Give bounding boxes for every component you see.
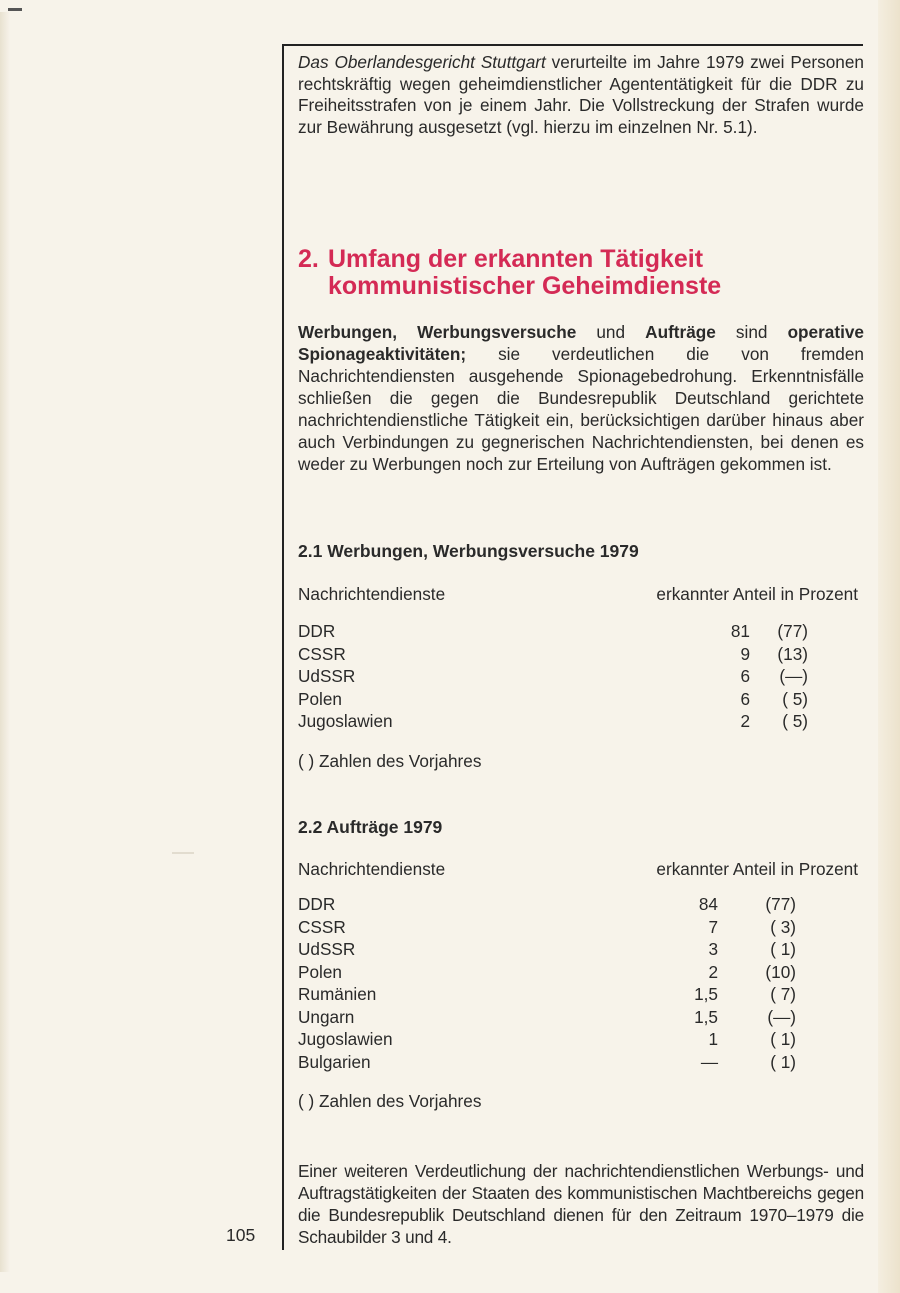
- page-number: 105: [226, 1225, 256, 1245]
- table-row: [298, 665, 858, 688]
- country-cell: Polen: [298, 961, 342, 982]
- section-heading: [298, 246, 721, 300]
- country-cell: CSSR: [298, 643, 346, 664]
- previous-year-cell: (—): [767, 1006, 796, 1027]
- value-cell: 7: [708, 916, 718, 937]
- table-1-title: 2.1 Werbungen, Werbungsversuche 1979: [298, 541, 639, 561]
- table-row: [298, 710, 858, 733]
- column-header-share: erkannter Anteil in Prozent: [656, 859, 858, 879]
- value-cell: 1,5: [694, 1006, 718, 1027]
- previous-year-cell: (—): [779, 666, 808, 686]
- box-top-rule: [282, 44, 863, 46]
- country-cell: Ungarn: [298, 1006, 355, 1027]
- intro-paragraph: [298, 52, 864, 138]
- table-row: [298, 620, 858, 643]
- column-header-services: Nachrichtendienste: [298, 859, 446, 879]
- table-header: [298, 859, 858, 889]
- text: und: [576, 322, 646, 342]
- value-cell: —: [700, 1051, 718, 1072]
- country-cell: UdSSR: [298, 666, 356, 686]
- table-1: [298, 584, 858, 772]
- table-row: [298, 893, 858, 916]
- table-row: [298, 643, 858, 666]
- country-cell: DDR: [298, 621, 336, 641]
- country-cell: Rumänien: [298, 984, 377, 1004]
- column-header-services: Nachrichtendienste: [298, 584, 446, 604]
- previous-year-cell: ( 5): [782, 688, 808, 709]
- country-cell: DDR: [298, 894, 336, 914]
- bold-term: operative Spionageaktivitäten;: [298, 322, 864, 364]
- previous-year-cell: ( 5): [782, 711, 808, 731]
- paper-smudge: [172, 852, 194, 854]
- table-row: [298, 961, 858, 984]
- table-2-title: 2.2 Aufträge 1979: [298, 817, 443, 837]
- value-cell: 9: [740, 643, 750, 664]
- column-header-share: erkannter Anteil in Prozent: [656, 584, 858, 604]
- closing-paragraph: Einer weiteren Verdeutlichung der nachrichtendienstlichen Werbungs- und Auftragstätigkeiten der Staaten des kommunistischen Machtbereichs gegen die Bundesrepublik Deutschland dienen für den Zeitraum 1970–1979 die Schaubilder 3 und 4.: [298, 1161, 864, 1247]
- section-title-line1: Umfang der erkannten Tätigkeit: [328, 245, 704, 273]
- table-row: [298, 938, 858, 961]
- previous-year-cell: ( 3): [770, 916, 796, 937]
- table-note: ( ) Zahlen des Vorjahres: [298, 750, 482, 771]
- intro-block: [298, 52, 864, 138]
- value-cell: 1,5: [694, 984, 718, 1004]
- previous-year-cell: ( 7): [770, 984, 796, 1004]
- country-cell: CSSR: [298, 916, 346, 937]
- value-cell: 6: [740, 688, 750, 709]
- country-cell: Bulgarien: [298, 1051, 371, 1072]
- previous-year-cell: (77): [765, 894, 796, 914]
- table-note: ( ) Zahlen des Vorjahres: [298, 1091, 482, 1111]
- value-cell: 2: [740, 711, 750, 731]
- text: sind: [715, 322, 788, 342]
- country-cell: Jugoslawien: [298, 711, 393, 731]
- country-cell: Jugoslawien: [298, 1029, 393, 1049]
- margin-rule: [282, 44, 284, 1250]
- bold-term: Werbungen, Werbungsversuche: [298, 322, 577, 342]
- table-row: [298, 1051, 858, 1074]
- value-cell: 2: [708, 961, 718, 982]
- table-header: [298, 584, 858, 614]
- previous-year-cell: (10): [765, 961, 796, 982]
- previous-year-cell: (77): [777, 621, 808, 641]
- country-cell: Polen: [298, 688, 342, 709]
- table-row: [298, 688, 858, 711]
- table-row: [298, 1028, 858, 1051]
- intro-text: verurteilte im Jahre 1979 zwei Personen rechtskräftig wegen geheimdienstlicher Agententätigkeit für die DDR zu Freiheitsstrafen von je einem Jahr. Die Vollstreckung der Strafen wurde zur Bewährung ausgesetzt (vgl. hierzu im einzelnen Nr. 5.1).: [298, 52, 864, 137]
- page-corner-mark: [8, 8, 22, 11]
- text: sie verdeutlichen die von fremden Nachrichtendiensten ausgehende Spionagebedrohung. Erkenntnisfälle schließen die gegen die Bundesrepublik Deutschland gerichtete nachrichtendienstliche Tätigkeit ein, berücksichtigen darüber hinaus aber auch Verbindungen zu gegnerischen Nachrichtendiensten, bei denen es weder zu Werbungen noch zur Erteilung von Aufträgen gekommen ist.: [298, 344, 864, 474]
- country-cell: UdSSR: [298, 939, 356, 959]
- table-row: [298, 916, 858, 939]
- previous-year-cell: ( 1): [770, 1051, 796, 1072]
- previous-year-cell: ( 1): [770, 939, 796, 959]
- body-paragraph: [298, 321, 864, 475]
- table-row: [298, 983, 858, 1006]
- value-cell: 3: [708, 939, 718, 959]
- page-edge-shadow: [878, 0, 900, 1293]
- bold-term: Aufträge: [645, 322, 716, 342]
- section-number: 2.: [298, 245, 319, 273]
- section-title-line2: kommunistischer Geheimdienste: [328, 272, 722, 300]
- table-row: [298, 1006, 858, 1029]
- value-cell: 81: [730, 621, 750, 641]
- value-cell: 1: [708, 1029, 718, 1049]
- value-cell: 6: [740, 666, 750, 686]
- intro-lead: Das Oberlandesgericht Stuttgart: [298, 52, 546, 72]
- previous-year-cell: ( 1): [770, 1029, 796, 1049]
- table-2: [298, 859, 858, 1112]
- page-edge: [0, 12, 10, 1272]
- value-cell: 84: [698, 894, 718, 914]
- previous-year-cell: (13): [777, 643, 808, 664]
